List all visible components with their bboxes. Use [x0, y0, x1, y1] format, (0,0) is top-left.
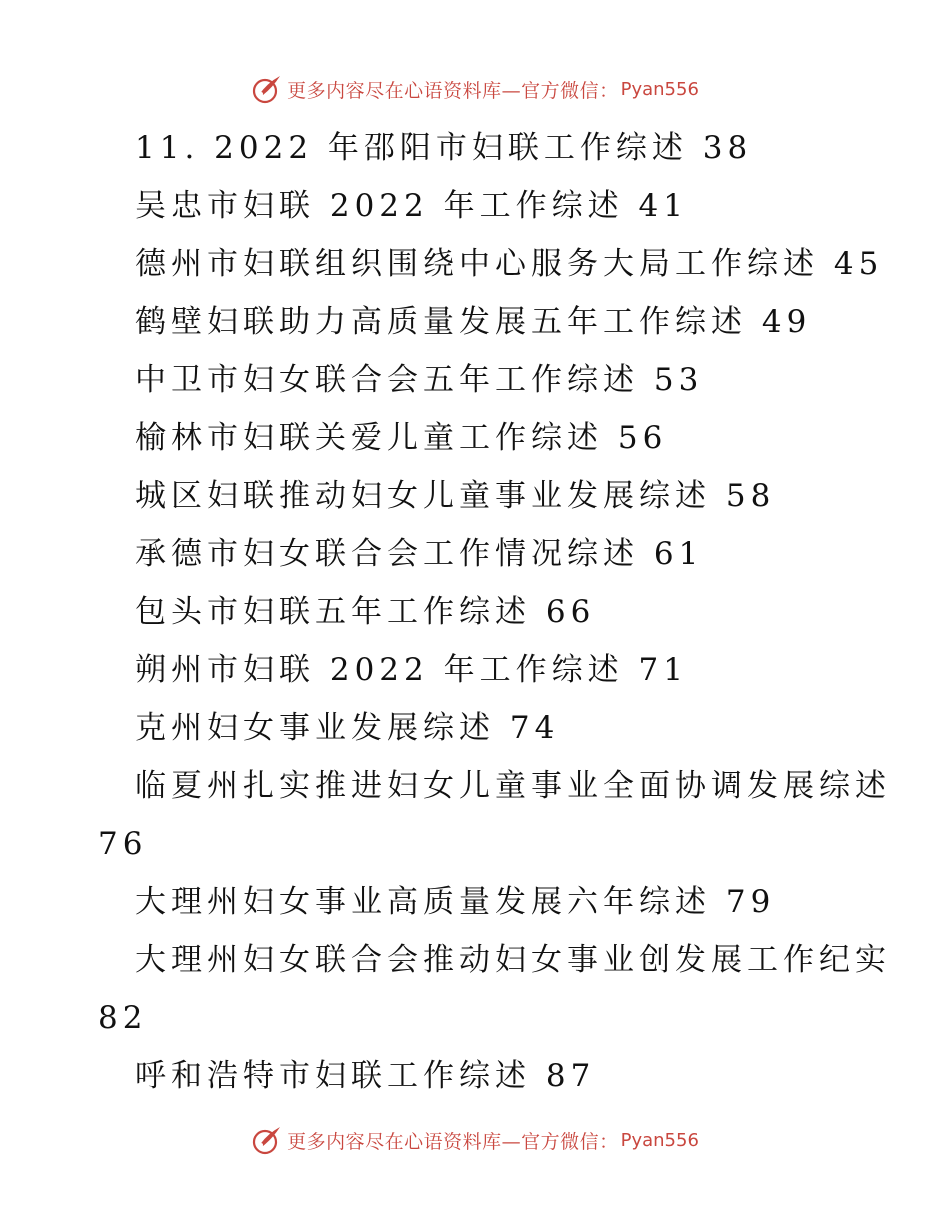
- toc-entry: [135, 708, 559, 748]
- toc-entry-page: 79: [725, 884, 776, 920]
- toc-entry-page: 45: [833, 246, 884, 282]
- toc-entry-page: 56: [617, 420, 668, 456]
- toc-entry-page: 38: [702, 130, 753, 166]
- quill-logo-icon: [251, 73, 283, 105]
- toc-entry: [135, 650, 688, 690]
- toc-entry-title: 包头市妇联五年工作综述: [135, 594, 531, 630]
- toc-entry: [135, 592, 595, 632]
- toc-entry-page: 53: [653, 362, 704, 398]
- quill-logo-icon: [251, 1124, 283, 1156]
- watermark-id: Pyan556: [620, 1129, 699, 1151]
- toc-entry-page: 58: [725, 478, 776, 514]
- toc-entry-title: 榆林市妇联关爱儿童工作综述: [135, 420, 603, 456]
- toc-entry-page: 74: [509, 710, 560, 746]
- toc-entry: [135, 360, 703, 400]
- toc-entry-title: 中卫市妇女联合会五年工作综述: [135, 362, 639, 398]
- toc-entry-page: 71: [638, 652, 688, 688]
- toc-entry-title: 克州妇女事业发展综述: [135, 710, 495, 746]
- watermark-header: [0, 72, 950, 106]
- toc-entry: [135, 476, 775, 516]
- toc-entry-page: 49: [761, 304, 812, 340]
- toc-entry: [135, 302, 811, 342]
- toc-entry-title: 大理州妇女联合会推动妇女事业创发展工作纪实: [135, 942, 891, 978]
- toc-entry-title: 11. 2022 年邵阳市妇联工作综述: [135, 130, 688, 166]
- watermark-text: 更多内容尽在心语资料库—官方微信：: [287, 1130, 619, 1153]
- toc-entry-title: 德州市妇联组织围绕中心服务大局工作综述: [135, 246, 819, 282]
- toc-entry-title: 朔州市妇联 2022 年工作综述: [135, 652, 624, 688]
- toc-entry-page: 76: [98, 826, 148, 862]
- toc-entry: [135, 1056, 595, 1096]
- toc-entry: [135, 128, 752, 168]
- toc-entry: [135, 418, 667, 458]
- toc-entry: [135, 882, 775, 922]
- toc-entry-page: 41: [638, 188, 688, 224]
- watermark-id: Pyan556: [620, 78, 699, 100]
- toc-entry: [135, 244, 883, 284]
- toc-entry: [135, 534, 703, 574]
- toc-entry-page: 61: [653, 536, 704, 572]
- watermark-text: 更多内容尽在心语资料库—官方微信：: [287, 79, 619, 102]
- toc-entry-page: 66: [545, 594, 596, 630]
- toc-entry-title: 承德市妇女联合会工作情况综述: [135, 536, 639, 572]
- watermark-footer: [0, 1123, 950, 1157]
- toc-entry-title: 大理州妇女事业高质量发展六年综述: [135, 884, 711, 920]
- toc-entry-page: 87: [545, 1058, 596, 1094]
- toc-entry-title: 吴忠市妇联 2022 年工作综述: [135, 188, 624, 224]
- toc-entry-page: 82: [98, 1000, 148, 1036]
- toc-entry-title: 临夏州扎实推进妇女儿童事业全面协调发展综述: [135, 768, 891, 804]
- toc-entry-title: 鹤壁妇联助力高质量发展五年工作综述: [135, 304, 747, 340]
- toc-entry-title: 城区妇联推动妇女儿童事业发展综述: [135, 478, 711, 514]
- toc-entry: [135, 186, 688, 226]
- toc-entry-title: 呼和浩特市妇联工作综述: [135, 1058, 531, 1094]
